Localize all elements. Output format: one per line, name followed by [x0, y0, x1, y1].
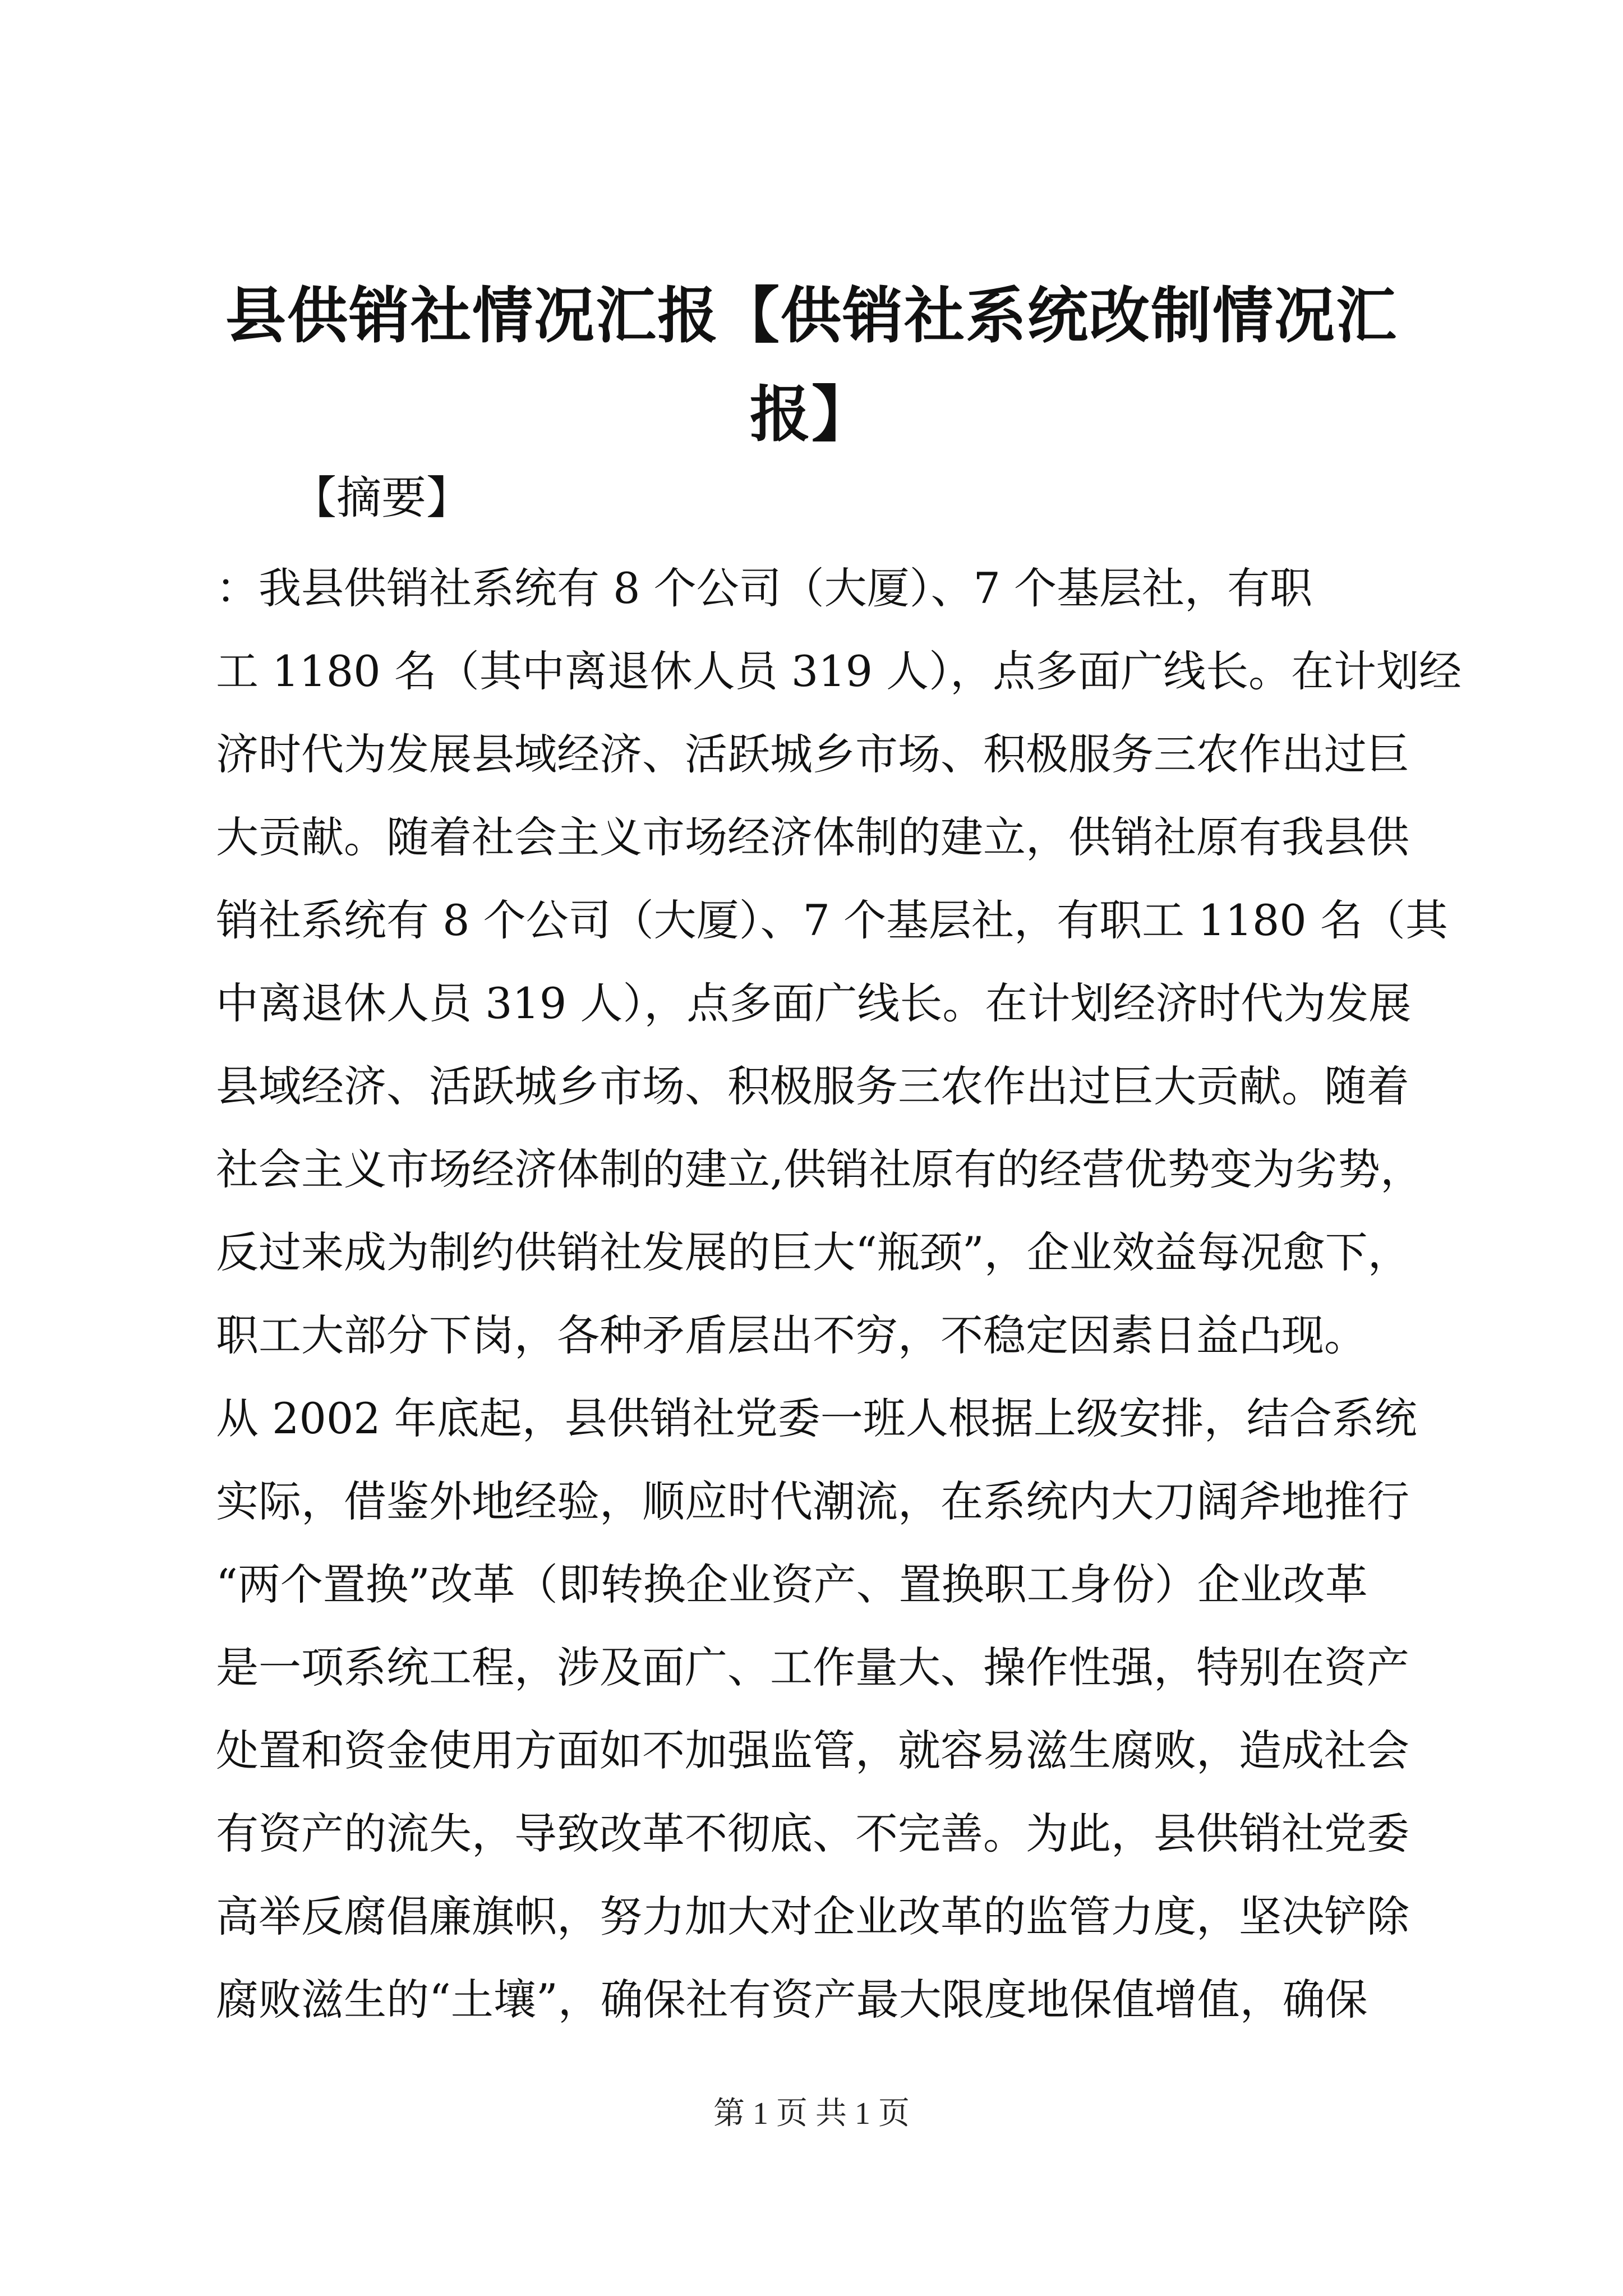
body-line: 高举反腐倡廉旗帜，努力加大对企业改革的监管力度，坚决铲除	[216, 1892, 1409, 1941]
title-line-2: 报】	[749, 379, 873, 450]
body-line: 职工大部分下岗，各种矛盾层出不穷，不稳定因素日益凸现。	[216, 1310, 1367, 1360]
body-line: 县域经济、活跃城乡市场、积极服务三农作出过巨大贡献。随着	[216, 1061, 1409, 1111]
body-line: 销社系统有 8 个公司（大厦）、7 个基层社，有职工 1180 名（其	[216, 895, 1448, 945]
body-line: ：我县供销社系统有 8 个公司（大厦）、7 个基层社，有职	[216, 563, 1313, 613]
body-line: “两个置换”改革（即转换企业资产、置换职工身份）企业改革	[216, 1559, 1368, 1609]
body-line: 腐败滋生的“土壤”，确保社有资产最大限度地保值增值，确保	[216, 1975, 1368, 2024]
body-line: 处置和资金使用方面如不加强监管，就容易滋生腐败，造成社会	[216, 1726, 1409, 1775]
body-line: 工 1180 名（其中离退休人员 319 人），点多面广线长。在计划经	[216, 646, 1462, 696]
page-footer: 第 1 页 共 1 页	[713, 2096, 910, 2131]
summary-heading: 【摘要】	[292, 472, 471, 524]
title-line-1: 县供销社情况汇报【供销社系统改制情况汇	[225, 280, 1398, 351]
body-line: 社会主义市场经济体制的建立,供销社原有的经营优势变为劣势，	[216, 1144, 1423, 1194]
body-line: 从 2002 年底起，县供销社党委一班人根据上级安排，结合系统	[216, 1393, 1417, 1443]
body-line: 大贡献。随着社会主义市场经济体制的建立，供销社原有我县供	[216, 812, 1409, 862]
document-title	[213, 266, 1410, 464]
body-line: 济时代为发展县域经济、活跃城乡市场、积极服务三农作出过巨	[216, 729, 1409, 779]
body-line: 是一项系统工程，涉及面广、工作量大、操作性强，特别在资产	[216, 1642, 1409, 1692]
body-paragraph	[216, 547, 1462, 2041]
body-line: 实际，借鉴外地经验，顺应时代潮流，在系统内大刀阔斧地推行	[216, 1476, 1409, 1526]
body-line: 有资产的流失，导致改革不彻底、不完善。为此，县供销社党委	[216, 1809, 1409, 1858]
body-line: 反过来成为制约供销社发展的巨大“瓶颈”，企业效益每况愈下，	[216, 1227, 1410, 1277]
body-line: 中离退休人员 319 人），点多面广线长。在计划经济时代为发展	[216, 978, 1412, 1028]
